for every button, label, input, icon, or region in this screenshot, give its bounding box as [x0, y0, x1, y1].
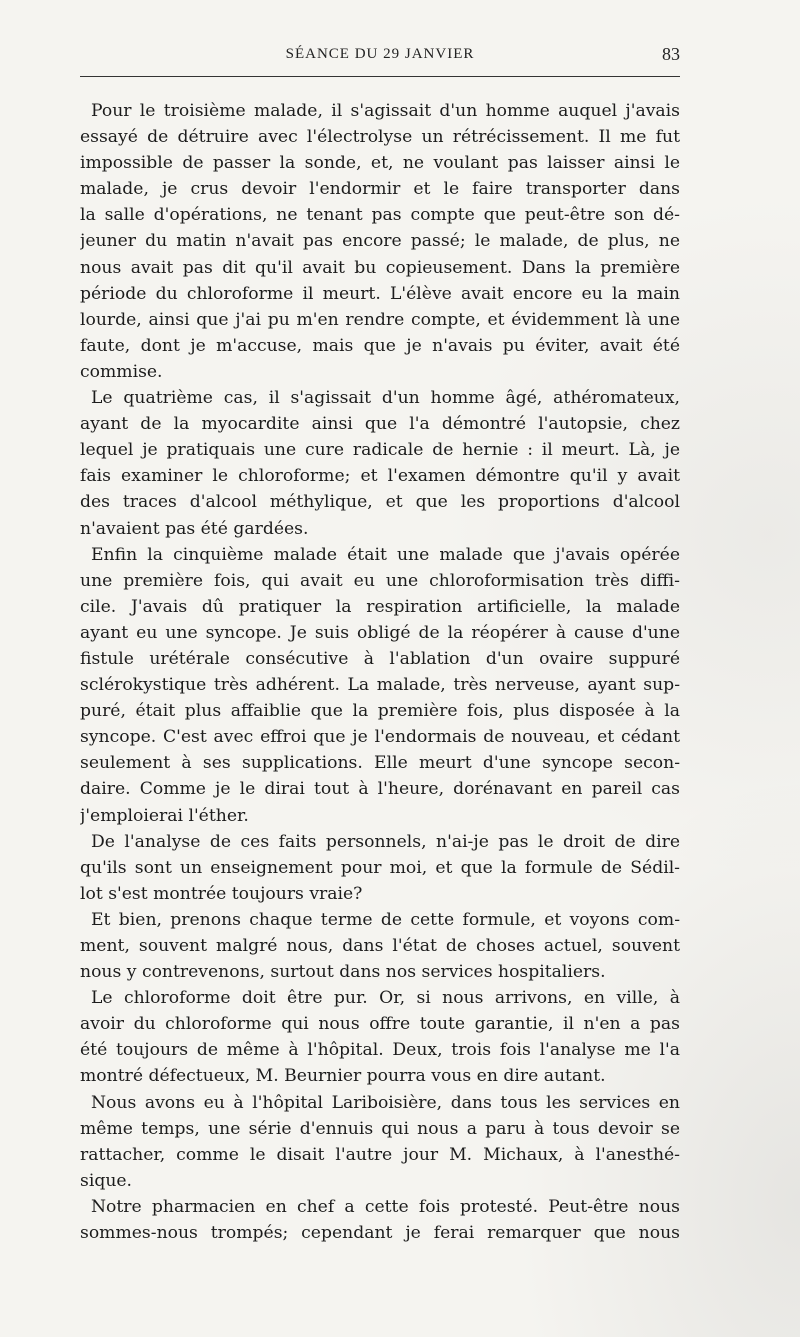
- text-line: avoir du chloroforme qui nous offre toute garantie, il n'en a pas: [80, 1014, 680, 1035]
- text-line: sommes-nous trompés; cependant je ferai remarquer que nous: [80, 1223, 680, 1244]
- text-line: Le chloroforme doit être pur. Or, si nous arrivons, en ville, à: [91, 988, 680, 1009]
- text-line: nous avait pas dit qu'il avait bu copieusement. Dans la première: [80, 257, 680, 278]
- text-line: ment, souvent malgré nous, dans l'état de choses actuel, souvent: [80, 936, 680, 956]
- text-line: Pour le troisième malade, il s'agissait d'un homme auquel j'avais: [91, 101, 680, 121]
- text-line: essayé de détruire avec l'électrolyse un rétrécissement. Il me fut: [80, 127, 680, 148]
- body-text: [80, 98, 680, 1246]
- header-rule: [80, 76, 680, 77]
- text-line: seulement à ses supplications. Elle meurt d'une syncope secon-: [80, 753, 680, 774]
- text-line: syncope. C'est avec effroi que je l'endormais de nouveau, et cédant: [80, 727, 680, 748]
- page-header: [80, 40, 680, 74]
- text-line: Enfin la cinquième malade était une malade que j'avais opérée: [91, 544, 680, 565]
- text-line: ayant eu une syncope. Je suis obligé de la réopérer à cause d'une: [80, 622, 680, 643]
- text-line: faute, dont je m'accuse, mais que je n'avais pu éviter, avait été: [80, 335, 680, 356]
- text-line: cile. J'avais dû pratiquer la respiration artificielle, la malade: [80, 596, 680, 617]
- text-line: période du chloroforme il meurt. L'élève avait encore eu la main: [80, 283, 680, 304]
- text-line: ayant de la myocardite ainsi que l'a démontré l'autopsie, chez: [80, 414, 680, 435]
- text-line: lot s'est montrée toujours vraie?: [80, 883, 363, 904]
- text-line: fais examiner le chloroforme; et l'examen démontre qu'il y avait: [80, 466, 680, 487]
- text-line: daire. Comme je le dirai tout à l'heure, dorénavant en pareil cas: [80, 779, 680, 800]
- text-line: De l'analyse de ces faits personnels, n'ai-je pas le droit de dire: [91, 831, 680, 852]
- text-line: n'avaient pas été gardées.: [80, 518, 309, 539]
- text-line: Notre pharmacien en chef a cette fois protesté. Peut-être nous: [91, 1196, 680, 1217]
- running-head: SÉANCE DU 29 JANVIER: [285, 46, 475, 62]
- page-number: 83: [662, 44, 680, 64]
- text-line: Le quatrième cas, il s'agissait d'un homme âgé, athéromateux,: [91, 388, 680, 409]
- text-line: nous y contrevenons, surtout dans nos services hospitaliers.: [80, 962, 606, 983]
- text-line: des traces d'alcool méthylique, et que les proportions d'alcool: [80, 492, 680, 513]
- text-line: commise.: [80, 361, 163, 382]
- text-line: montré défectueux, M. Beurnier pourra vous en dire autant.: [80, 1066, 606, 1087]
- text-line: jeuner du matin n'avait pas encore passé; le malade, de plus, ne: [80, 231, 680, 252]
- text-line: sique.: [80, 1170, 133, 1191]
- text-line: la salle d'opérations, ne tenant pas compte que peut-être son dé-: [80, 205, 680, 226]
- text-line: qu'ils sont un enseignement pour moi, et que la formule de Sédil-: [80, 857, 680, 878]
- text-line: lequel je pratiquais une cure radicale de hernie : il meurt. Là, je: [80, 440, 680, 461]
- text-line: impossible de passer la sonde, et, ne voulant pas laisser ainsi le: [80, 153, 680, 174]
- text-line: une première fois, qui avait eu une chloroformisation très diffi-: [80, 570, 680, 591]
- text-line: rattacher, comme le disait l'autre jour M. Michaux, à l'anesthé-: [80, 1144, 680, 1165]
- text-line: fistule urétérale consécutive à l'ablation d'un ovaire suppuré: [80, 648, 680, 669]
- text-line: puré, était plus affaiblie que la première fois, plus disposée à la: [80, 701, 680, 722]
- text-line: Nous avons eu à l'hôpital Lariboisière, dans tous les services en: [91, 1092, 680, 1113]
- text-line: sclérokystique très adhérent. La malade, très nerveuse, ayant sup-: [80, 675, 680, 696]
- text-line: j'emploierai l'éther.: [80, 805, 249, 826]
- text-line: malade, je crus devoir l'endormir et le faire transporter dans: [80, 179, 680, 200]
- text-line: été toujours de même à l'hôpital. Deux, trois fois l'analyse me l'a: [80, 1040, 680, 1061]
- text-line: Et bien, prenons chaque terme de cette formule, et voyons com-: [91, 909, 680, 930]
- text-line: même temps, une série d'ennuis qui nous a paru à tous devoir se: [80, 1118, 680, 1139]
- text-line: lourde, ainsi que j'ai pu m'en rendre compte, et évidemment là une: [80, 309, 680, 330]
